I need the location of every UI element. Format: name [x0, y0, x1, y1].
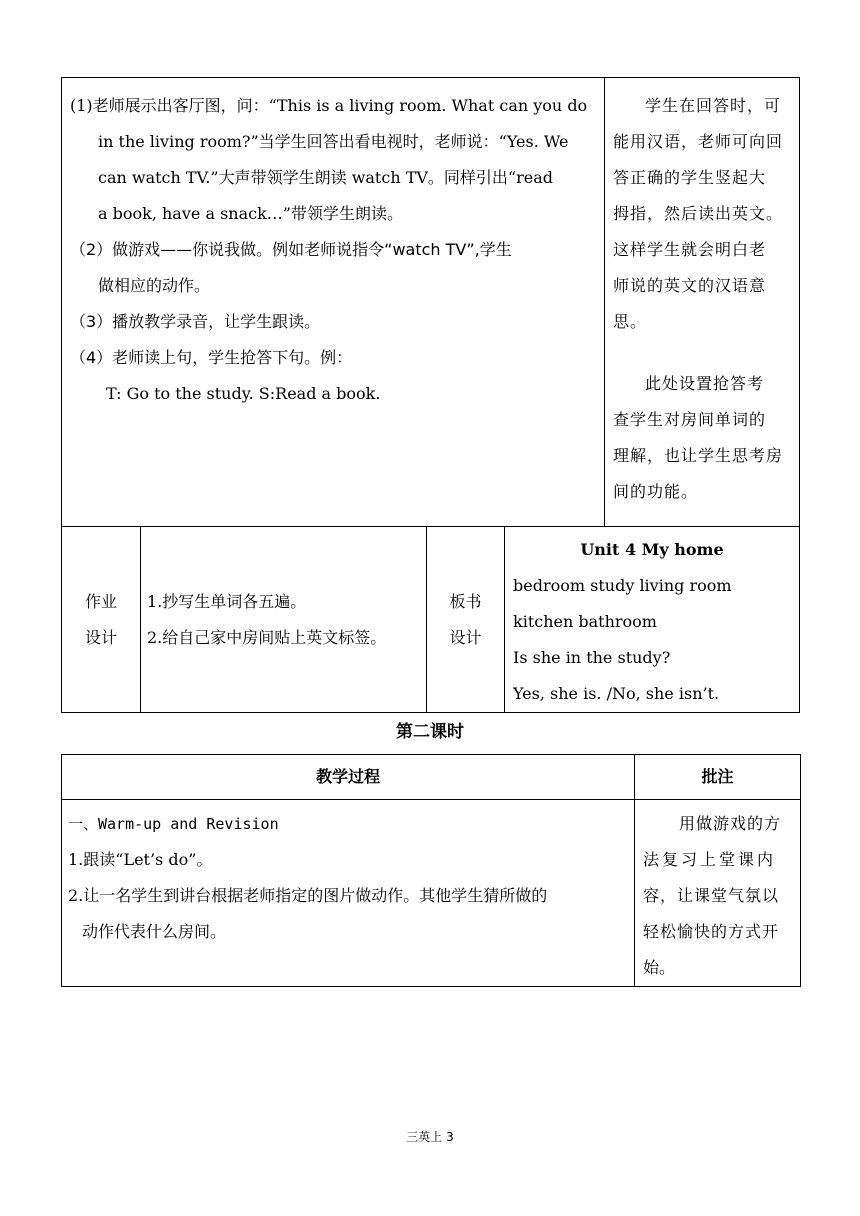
step-example: T: Go to the study. S:Read a book. — [106, 384, 381, 403]
process-cell — [62, 800, 635, 987]
note-line: 师说的英文的汉语意 — [613, 276, 767, 295]
header-notes — [635, 755, 801, 800]
lesson-title: 第二课时 — [396, 722, 464, 742]
note-line: 轻松愉快的方式开 — [643, 922, 780, 941]
note-line: 用做游戏的方 — [679, 814, 782, 833]
step-line: can watch TV.”大声带领学生朗读 watch TV。同样引出“read — [98, 168, 554, 187]
steps-cell — [62, 78, 605, 527]
note-line: 思。 — [613, 312, 648, 331]
board-cell — [505, 527, 800, 713]
note-line: 容，让课堂气氛以 — [643, 886, 780, 905]
process-notes-cell — [635, 800, 801, 987]
step-line: a book, have a snack…”带领学生朗读。 — [98, 204, 403, 223]
notes-cell — [605, 78, 800, 527]
board-line: kitchen bathroom — [513, 612, 657, 631]
homework-item: 1.抄写生单词各五遍。 — [147, 591, 307, 611]
header-process-label: 教学过程 — [315, 767, 380, 786]
page-footer: 三英上 3 — [406, 1130, 454, 1144]
board-title: Unit 4 My home — [580, 540, 724, 559]
board-label-cell — [427, 527, 505, 713]
homework-cell — [141, 527, 427, 713]
board-label: 板书 — [449, 591, 482, 611]
note-line: 答正确的学生竖起大 — [613, 168, 767, 187]
note-line: 理解，也让学生思考房 — [613, 446, 784, 465]
note-line: 始。 — [643, 958, 676, 977]
step-line: （2）做游戏——你说我做。例如老师说指令“watch TV”,学生 — [70, 240, 512, 259]
header-notes-label: 批注 — [701, 767, 734, 786]
note-line: 学生在回答时，可 — [645, 96, 782, 115]
note-line: 间的功能。 — [613, 482, 699, 501]
homework-label-cell — [62, 527, 141, 713]
step-line: （4）老师读上句，学生抢答下句。例： — [70, 348, 353, 367]
process-item: 动作代表什么房间。 — [82, 922, 227, 941]
board-line: Yes, she is. /No, she isn’t. — [513, 684, 720, 703]
note-line: 此处设置抢答考 — [645, 374, 765, 393]
header-process — [62, 755, 635, 800]
note-line: 拇指，然后读出英文。 — [613, 204, 784, 223]
board-line: bedroom study living room — [513, 576, 732, 595]
note-line: 能用汉语，老师可向回 — [613, 132, 784, 151]
section-title: 一、Warm-up and Revision — [68, 815, 279, 833]
homework-label: 设计 — [84, 627, 117, 647]
board-label: 设计 — [449, 627, 482, 647]
step-line: (1)老师展示出客厅图，问：“This is a living room. What can you do — [70, 96, 588, 115]
step-line: （3）播放教学录音，让学生跟读。 — [70, 312, 321, 331]
lesson-steps-table — [61, 77, 800, 527]
process-item: 1.跟读“Let’s do”。 — [68, 850, 213, 869]
process-item: 2.让一名学生到讲台根据老师指定的图片做动作。其他学生猜所做的 — [68, 886, 548, 905]
step-line: 做相应的动作。 — [98, 276, 211, 295]
note-line: 这样学生就会明白老 — [613, 240, 767, 259]
step-line: in the living room?”当学生回答出看电视时，老师说：“Yes. We — [98, 132, 569, 151]
homework-board-table — [61, 526, 800, 713]
board-line: Is she in the study? — [513, 648, 671, 667]
homework-label: 作业 — [84, 591, 117, 611]
note-line: 查学生对房间单词的 — [613, 410, 767, 429]
second-lesson-table — [61, 754, 801, 987]
note-line: 法复习上堂课内 — [643, 850, 777, 869]
homework-item: 2.给自己家中房间贴上英文标签。 — [147, 627, 387, 647]
